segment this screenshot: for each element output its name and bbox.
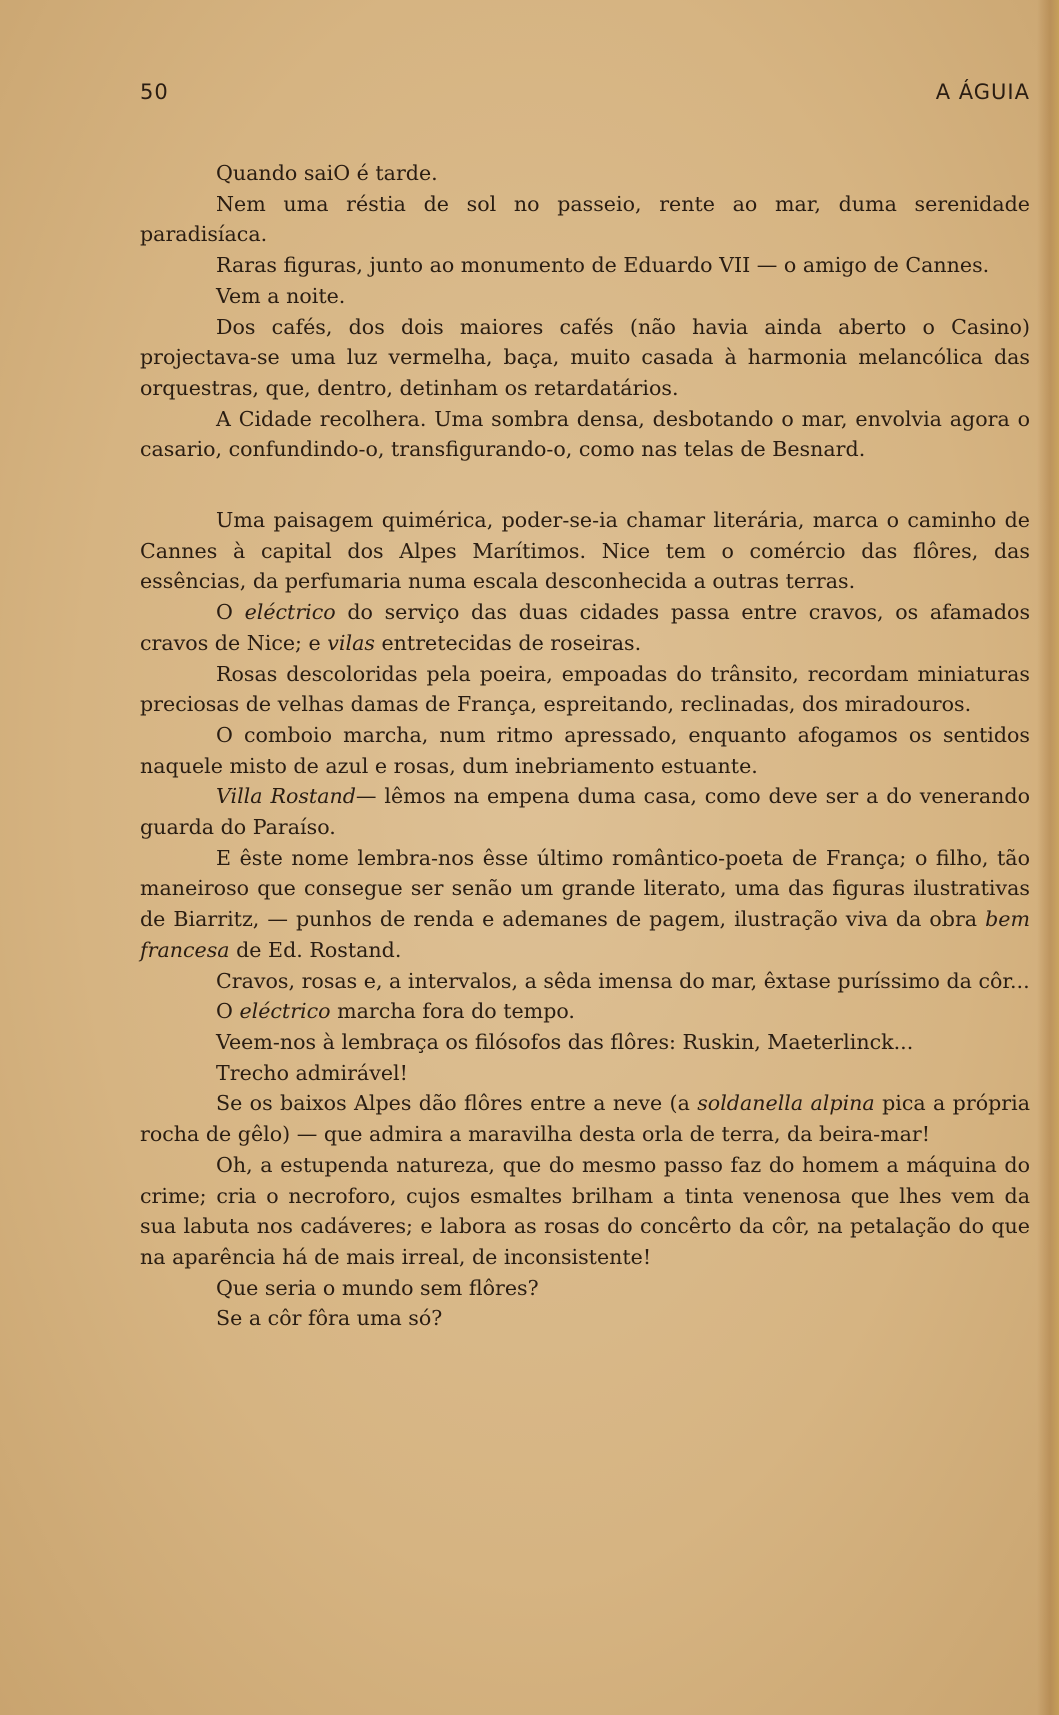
text-run: O bbox=[216, 600, 233, 625]
paragraph: A Cidade recolhera. Uma sombra densa, desbotando o mar, envolvia agora o casario, confundindo-o, transfigurando-o, como nas telas de Besnard. bbox=[140, 406, 1030, 462]
paragraph: O comboio marcha, num ritmo apressado, enquanto afogamos os sentidos naquele misto de azul e rosas, dum inebriamento estuante. bbox=[140, 722, 1030, 778]
paragraph: Se a côr fôra uma só? bbox=[216, 1306, 443, 1331]
text-run: E êste nome lembra-nos êsse último romântico-poeta de França; o filho, tão maneiroso que consegue ser senão um grande literato, uma das figuras ilustrativas de Biarritz, — punhos de renda e ademanes de pagem, ilustração viva da obra bbox=[140, 845, 1030, 932]
paragraph bbox=[140, 1088, 1030, 1149]
paragraph bbox=[140, 781, 1030, 842]
paragraph: Uma paisagem quimérica, poder-se-ia chamar literária, marca o caminho de Cannes à capital dos Alpes Marítimos. Nice tem o comércio das flôres, das essências, da perfumaria numa escala desconhecida a outras terras. bbox=[140, 508, 1030, 594]
paragraph: Rosas descoloridas pela poeira, empoadas do trânsito, recordam miniaturas preciosas de velhas damas de França, espreitando, reclinadas, dos miradouros. bbox=[140, 661, 1030, 717]
page-edge-stain bbox=[1037, 0, 1059, 1715]
text-body bbox=[140, 158, 1030, 1334]
paragraph: Oh, a estupenda natureza, que do mesmo passo faz do homem a máquina do crime; cria o necroforo, cujos esmaltes brilham a tinta venenosa que lhes vem da sua labuta nos cadáveres; e labora as rosas do concêrto da côr, na petalação do que na aparência há de mais irreal, de inconsistente! bbox=[140, 1152, 1030, 1269]
text-run: do serviço das duas cidades passa entre cravos, os afamados cravos de Nice; e bbox=[140, 600, 1031, 655]
running-header bbox=[140, 80, 1030, 116]
page-number: 50 bbox=[140, 80, 169, 104]
text-run: de Ed. Rostand. bbox=[236, 937, 402, 962]
text-run: marcha fora do tempo. bbox=[337, 999, 575, 1024]
text-run: entretecidas de roseiras. bbox=[381, 630, 642, 655]
text-run: Se os baixos Alpes dão flôres entre a neve (a bbox=[216, 1091, 690, 1116]
running-title: A ÁGUIA bbox=[935, 80, 1030, 104]
italic-term: vilas bbox=[327, 630, 375, 655]
paragraph: Raras figuras, junto ao monumento de Eduardo VII — o amigo de Cannes. bbox=[216, 253, 990, 278]
italic-term: Villa Rostand bbox=[216, 784, 356, 809]
italic-term: eléctrico bbox=[244, 600, 336, 625]
text-run: — lêmos na empena duma casa, como deve ser a do venerando guarda do Paraíso. bbox=[140, 784, 1030, 840]
paragraph: Cravos, rosas e, a intervalos, a sêda imensa do mar, êxtase puríssimo da côr... bbox=[216, 968, 1030, 993]
italic-term: eléctrico bbox=[239, 999, 331, 1024]
paragraph: Vem a noite. bbox=[216, 283, 346, 308]
paragraph: Que seria o mundo sem flôres? bbox=[216, 1275, 539, 1300]
paragraph bbox=[140, 843, 1030, 966]
paragraph: Dos cafés, dos dois maiores cafés (não havia ainda aberto o Casino) projectava-se uma luz vermelha, baça, muito casada à harmonia melancólica das orquestras, que, dentro, detinham os retardatários. bbox=[140, 314, 1030, 400]
book-page bbox=[140, 80, 1030, 1334]
text-run: O bbox=[216, 999, 233, 1024]
paragraph bbox=[140, 996, 1030, 1027]
paragraph: Veem-nos à lembraça os filósofos das flôres: Ruskin, Maeterlinck... bbox=[216, 1029, 914, 1054]
paragraph: Quando saiO é tarde. bbox=[216, 161, 438, 185]
italic-term: soldanella alpina bbox=[697, 1091, 875, 1116]
paragraph: Trecho admirável! bbox=[216, 1060, 408, 1085]
italic-term: bem francesa bbox=[140, 907, 1031, 962]
text-run: pica a própria rocha de gêlo) — que admira a maravilha desta orla de terra, da beira-mar! bbox=[140, 1091, 1030, 1147]
paragraph bbox=[140, 597, 1030, 658]
paragraph: Nem uma réstia de sol no passeio, rente ao mar, duma serenidade paradisíaca. bbox=[140, 191, 1030, 247]
